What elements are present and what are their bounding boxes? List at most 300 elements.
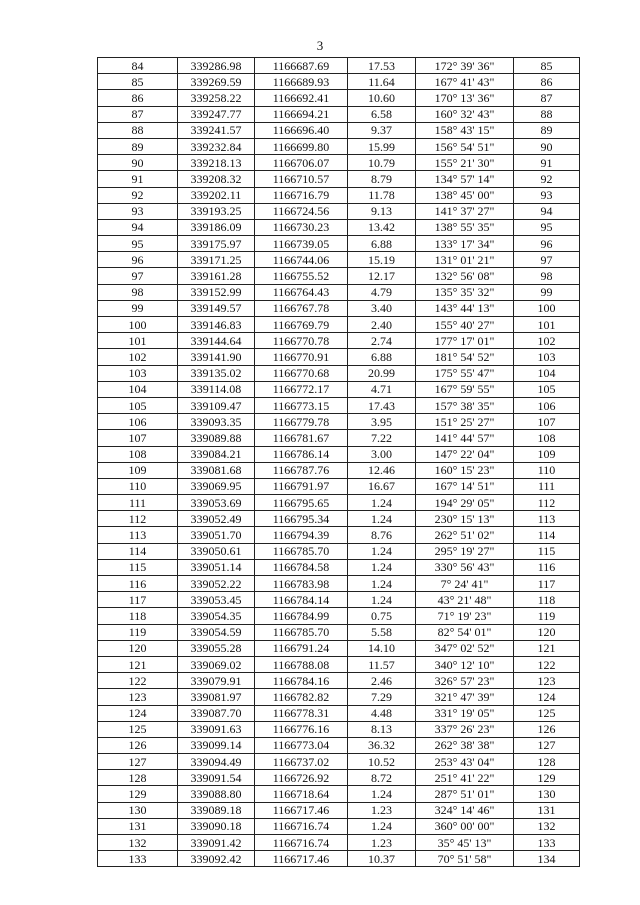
distance-cell: 10.37 [348, 851, 416, 867]
distance-cell: 8.79 [348, 171, 416, 187]
table-row [98, 187, 580, 203]
distance-cell: 11.64 [348, 74, 416, 90]
distance-cell: 1.24 [348, 511, 416, 527]
y-coordinate-cell: 1166737.02 [255, 754, 348, 770]
point-number-cell: 100 [98, 317, 178, 333]
point-number-cell: 105 [98, 397, 178, 413]
distance-cell: 1.24 [348, 786, 416, 802]
distance-cell: 4.48 [348, 705, 416, 721]
x-coordinate-cell: 339099.14 [178, 737, 255, 753]
bearing-cell: 141° 44' 57" [416, 430, 514, 446]
distance-cell: 15.99 [348, 138, 416, 154]
next-point-cell: 120 [514, 624, 580, 640]
table-row [98, 236, 580, 252]
next-point-cell: 114 [514, 527, 580, 543]
table-row [98, 786, 580, 802]
y-coordinate-cell: 1166778.31 [255, 705, 348, 721]
point-number-cell: 121 [98, 656, 178, 672]
table-row [98, 171, 580, 187]
y-coordinate-cell: 1166776.16 [255, 721, 348, 737]
x-coordinate-cell: 339258.22 [178, 90, 255, 106]
next-point-cell: 116 [514, 559, 580, 575]
x-coordinate-cell: 339093.35 [178, 414, 255, 430]
distance-cell: 12.46 [348, 462, 416, 478]
bearing-cell: 156° 54' 51" [416, 138, 514, 154]
x-coordinate-cell: 339091.54 [178, 770, 255, 786]
point-number-cell: 132 [98, 835, 178, 851]
distance-cell: 11.57 [348, 656, 416, 672]
x-coordinate-cell: 339144.64 [178, 333, 255, 349]
table-row [98, 414, 580, 430]
next-point-cell: 93 [514, 187, 580, 203]
bearing-cell: 138° 55' 35" [416, 219, 514, 235]
distance-cell: 4.79 [348, 284, 416, 300]
table-row [98, 527, 580, 543]
next-point-cell: 104 [514, 365, 580, 381]
next-point-cell: 102 [514, 333, 580, 349]
table-row [98, 268, 580, 284]
x-coordinate-cell: 339088.80 [178, 786, 255, 802]
y-coordinate-cell: 1166783.98 [255, 576, 348, 592]
bearing-cell: 141° 37' 27" [416, 203, 514, 219]
table-row [98, 802, 580, 818]
table-row [98, 90, 580, 106]
point-number-cell: 107 [98, 430, 178, 446]
y-coordinate-cell: 1166791.24 [255, 640, 348, 656]
bearing-cell: 326° 57' 23" [416, 673, 514, 689]
coordinates-table-body [98, 58, 580, 867]
distance-cell: 6.88 [348, 236, 416, 252]
bearing-cell: 330° 56' 43" [416, 559, 514, 575]
point-number-cell: 118 [98, 608, 178, 624]
distance-cell: 1.24 [348, 543, 416, 559]
distance-cell: 1.24 [348, 559, 416, 575]
distance-cell: 10.52 [348, 754, 416, 770]
distance-cell: 12.17 [348, 268, 416, 284]
x-coordinate-cell: 339050.61 [178, 543, 255, 559]
distance-cell: 1.24 [348, 592, 416, 608]
distance-cell: 7.22 [348, 430, 416, 446]
distance-cell: 3.95 [348, 414, 416, 430]
y-coordinate-cell: 1166772.17 [255, 381, 348, 397]
y-coordinate-cell: 1166785.70 [255, 543, 348, 559]
distance-cell: 1.23 [348, 802, 416, 818]
y-coordinate-cell: 1166744.06 [255, 252, 348, 268]
distance-cell: 8.13 [348, 721, 416, 737]
table-row [98, 317, 580, 333]
next-point-cell: 85 [514, 58, 580, 74]
x-coordinate-cell: 339051.14 [178, 559, 255, 575]
bearing-cell: 71° 19' 23" [416, 608, 514, 624]
bearing-cell: 158° 43' 15" [416, 122, 514, 138]
table-row [98, 349, 580, 365]
bearing-cell: 138° 45' 00" [416, 187, 514, 203]
table-row [98, 608, 580, 624]
y-coordinate-cell: 1166694.21 [255, 106, 348, 122]
x-coordinate-cell: 339152.99 [178, 284, 255, 300]
point-number-cell: 99 [98, 300, 178, 316]
next-point-cell: 126 [514, 721, 580, 737]
table-row [98, 656, 580, 672]
x-coordinate-cell: 339092.42 [178, 851, 255, 867]
next-point-cell: 97 [514, 252, 580, 268]
table-row [98, 576, 580, 592]
table-row [98, 495, 580, 511]
x-coordinate-cell: 339051.70 [178, 527, 255, 543]
point-number-cell: 130 [98, 802, 178, 818]
x-coordinate-cell: 339079.91 [178, 673, 255, 689]
y-coordinate-cell: 1166716.74 [255, 818, 348, 834]
y-coordinate-cell: 1166779.78 [255, 414, 348, 430]
distance-cell: 2.74 [348, 333, 416, 349]
next-point-cell: 132 [514, 818, 580, 834]
table-row [98, 705, 580, 721]
y-coordinate-cell: 1166787.76 [255, 462, 348, 478]
bearing-cell: 167° 41' 43" [416, 74, 514, 90]
y-coordinate-cell: 1166769.79 [255, 317, 348, 333]
y-coordinate-cell: 1166716.79 [255, 187, 348, 203]
next-point-cell: 127 [514, 737, 580, 753]
distance-cell: 0.75 [348, 608, 416, 624]
table-row [98, 770, 580, 786]
point-number-cell: 111 [98, 495, 178, 511]
distance-cell: 6.88 [348, 349, 416, 365]
point-number-cell: 115 [98, 559, 178, 575]
point-number-cell: 102 [98, 349, 178, 365]
bearing-cell: 251° 41' 22" [416, 770, 514, 786]
bearing-cell: 360° 00' 00" [416, 818, 514, 834]
table-row [98, 138, 580, 154]
point-number-cell: 101 [98, 333, 178, 349]
point-number-cell: 112 [98, 511, 178, 527]
table-row [98, 559, 580, 575]
bearing-cell: 194° 29' 05" [416, 495, 514, 511]
x-coordinate-cell: 339087.70 [178, 705, 255, 721]
y-coordinate-cell: 1166687.69 [255, 58, 348, 74]
bearing-cell: 167° 59' 55" [416, 381, 514, 397]
next-point-cell: 99 [514, 284, 580, 300]
bearing-cell: 340° 12' 10" [416, 656, 514, 672]
x-coordinate-cell: 339090.18 [178, 818, 255, 834]
x-coordinate-cell: 339054.35 [178, 608, 255, 624]
y-coordinate-cell: 1166784.14 [255, 592, 348, 608]
bearing-cell: 82° 54' 01" [416, 624, 514, 640]
x-coordinate-cell: 339141.90 [178, 349, 255, 365]
bearing-cell: 172° 39' 36" [416, 58, 514, 74]
next-point-cell: 95 [514, 219, 580, 235]
x-coordinate-cell: 339171.25 [178, 252, 255, 268]
point-number-cell: 116 [98, 576, 178, 592]
distance-cell: 6.58 [348, 106, 416, 122]
next-point-cell: 101 [514, 317, 580, 333]
next-point-cell: 94 [514, 203, 580, 219]
table-row [98, 754, 580, 770]
distance-cell: 8.76 [348, 527, 416, 543]
x-coordinate-cell: 339247.77 [178, 106, 255, 122]
table-row [98, 365, 580, 381]
x-coordinate-cell: 339089.18 [178, 802, 255, 818]
table-row [98, 446, 580, 462]
bearing-cell: 170° 13' 36" [416, 90, 514, 106]
point-number-cell: 95 [98, 236, 178, 252]
x-coordinate-cell: 339091.42 [178, 835, 255, 851]
distance-cell: 3.40 [348, 300, 416, 316]
y-coordinate-cell: 1166784.16 [255, 673, 348, 689]
x-coordinate-cell: 339084.21 [178, 446, 255, 462]
next-point-cell: 125 [514, 705, 580, 721]
x-coordinate-cell: 339146.83 [178, 317, 255, 333]
coordinates-table [97, 57, 580, 867]
next-point-cell: 92 [514, 171, 580, 187]
distance-cell: 17.53 [348, 58, 416, 74]
point-number-cell: 122 [98, 673, 178, 689]
y-coordinate-cell: 1166782.82 [255, 689, 348, 705]
table-row [98, 835, 580, 851]
table-row [98, 74, 580, 90]
y-coordinate-cell: 1166717.46 [255, 851, 348, 867]
x-coordinate-cell: 339114.08 [178, 381, 255, 397]
bearing-cell: 295° 19' 27" [416, 543, 514, 559]
next-point-cell: 128 [514, 754, 580, 770]
x-coordinate-cell: 339081.97 [178, 689, 255, 705]
point-number-cell: 128 [98, 770, 178, 786]
next-point-cell: 124 [514, 689, 580, 705]
bearing-cell: 143° 44' 13" [416, 300, 514, 316]
point-number-cell: 113 [98, 527, 178, 543]
x-coordinate-cell: 339208.32 [178, 171, 255, 187]
page-number: 3 [316, 38, 324, 53]
y-coordinate-cell: 1166794.39 [255, 527, 348, 543]
x-coordinate-cell: 339069.02 [178, 656, 255, 672]
next-point-cell: 121 [514, 640, 580, 656]
x-coordinate-cell: 339269.59 [178, 74, 255, 90]
point-number-cell: 120 [98, 640, 178, 656]
point-number-cell: 124 [98, 705, 178, 721]
x-coordinate-cell: 339286.98 [178, 58, 255, 74]
table-row [98, 543, 580, 559]
point-number-cell: 114 [98, 543, 178, 559]
point-number-cell: 87 [98, 106, 178, 122]
y-coordinate-cell: 1166788.08 [255, 656, 348, 672]
next-point-cell: 98 [514, 268, 580, 284]
table-row [98, 430, 580, 446]
y-coordinate-cell: 1166726.92 [255, 770, 348, 786]
y-coordinate-cell: 1166696.40 [255, 122, 348, 138]
bearing-cell: 347° 02' 52" [416, 640, 514, 656]
point-number-cell: 89 [98, 138, 178, 154]
point-number-cell: 119 [98, 624, 178, 640]
x-coordinate-cell: 339053.45 [178, 592, 255, 608]
next-point-cell: 109 [514, 446, 580, 462]
y-coordinate-cell: 1166795.34 [255, 511, 348, 527]
y-coordinate-cell: 1166739.05 [255, 236, 348, 252]
next-point-cell: 90 [514, 138, 580, 154]
distance-cell: 17.43 [348, 397, 416, 413]
distance-cell: 8.72 [348, 770, 416, 786]
table-row [98, 397, 580, 413]
next-point-cell: 112 [514, 495, 580, 511]
y-coordinate-cell: 1166755.52 [255, 268, 348, 284]
next-point-cell: 118 [514, 592, 580, 608]
y-coordinate-cell: 1166781.67 [255, 430, 348, 446]
y-coordinate-cell: 1166717.46 [255, 802, 348, 818]
x-coordinate-cell: 339218.13 [178, 155, 255, 171]
x-coordinate-cell: 339055.28 [178, 640, 255, 656]
distance-cell: 9.13 [348, 203, 416, 219]
bearing-cell: 160° 15' 23" [416, 462, 514, 478]
bearing-cell: 132° 56' 08" [416, 268, 514, 284]
next-point-cell: 123 [514, 673, 580, 689]
next-point-cell: 117 [514, 576, 580, 592]
point-number-cell: 85 [98, 74, 178, 90]
bearing-cell: 157° 38' 35" [416, 397, 514, 413]
distance-cell: 9.37 [348, 122, 416, 138]
y-coordinate-cell: 1166716.74 [255, 835, 348, 851]
table-row [98, 58, 580, 74]
distance-cell: 3.00 [348, 446, 416, 462]
table-row [98, 640, 580, 656]
y-coordinate-cell: 1166785.70 [255, 624, 348, 640]
next-point-cell: 133 [514, 835, 580, 851]
point-number-cell: 131 [98, 818, 178, 834]
next-point-cell: 89 [514, 122, 580, 138]
point-number-cell: 98 [98, 284, 178, 300]
next-point-cell: 108 [514, 430, 580, 446]
next-point-cell: 122 [514, 656, 580, 672]
y-coordinate-cell: 1166795.65 [255, 495, 348, 511]
distance-cell: 1.24 [348, 576, 416, 592]
bearing-cell: 134° 57' 14" [416, 171, 514, 187]
distance-cell: 1.24 [348, 495, 416, 511]
point-number-cell: 84 [98, 58, 178, 74]
next-point-cell: 131 [514, 802, 580, 818]
bearing-cell: 133° 17' 34" [416, 236, 514, 252]
x-coordinate-cell: 339161.28 [178, 268, 255, 284]
bearing-cell: 331° 19' 05" [416, 705, 514, 721]
x-coordinate-cell: 339232.84 [178, 138, 255, 154]
next-point-cell: 106 [514, 397, 580, 413]
point-number-cell: 104 [98, 381, 178, 397]
next-point-cell: 110 [514, 462, 580, 478]
next-point-cell: 107 [514, 414, 580, 430]
table-row [98, 203, 580, 219]
table-row [98, 300, 580, 316]
x-coordinate-cell: 339081.68 [178, 462, 255, 478]
bearing-cell: 135° 35' 32" [416, 284, 514, 300]
distance-cell: 5.58 [348, 624, 416, 640]
bearing-cell: 155° 40' 27" [416, 317, 514, 333]
point-number-cell: 91 [98, 171, 178, 187]
y-coordinate-cell: 1166706.07 [255, 155, 348, 171]
y-coordinate-cell: 1166770.68 [255, 365, 348, 381]
table-row [98, 818, 580, 834]
bearing-cell: 262° 51' 02" [416, 527, 514, 543]
table-row [98, 511, 580, 527]
table-row [98, 737, 580, 753]
distance-cell: 14.10 [348, 640, 416, 656]
next-point-cell: 129 [514, 770, 580, 786]
point-number-cell: 97 [98, 268, 178, 284]
bearing-cell: 160° 32' 43" [416, 106, 514, 122]
distance-cell: 20.99 [348, 365, 416, 381]
bearing-cell: 131° 01' 21" [416, 252, 514, 268]
distance-cell: 15.19 [348, 252, 416, 268]
point-number-cell: 123 [98, 689, 178, 705]
table-row [98, 333, 580, 349]
next-point-cell: 103 [514, 349, 580, 365]
next-point-cell: 88 [514, 106, 580, 122]
bearing-cell: 70° 51' 58" [416, 851, 514, 867]
point-number-cell: 103 [98, 365, 178, 381]
point-number-cell: 127 [98, 754, 178, 770]
point-number-cell: 96 [98, 252, 178, 268]
point-number-cell: 133 [98, 851, 178, 867]
table-row [98, 689, 580, 705]
bearing-cell: 177° 17' 01" [416, 333, 514, 349]
y-coordinate-cell: 1166730.23 [255, 219, 348, 235]
bearing-cell: 147° 22' 04" [416, 446, 514, 462]
x-coordinate-cell: 339241.57 [178, 122, 255, 138]
next-point-cell: 130 [514, 786, 580, 802]
next-point-cell: 86 [514, 74, 580, 90]
bearing-cell: 167° 14' 51" [416, 478, 514, 494]
bearing-cell: 324° 14' 46" [416, 802, 514, 818]
distance-cell: 13.42 [348, 219, 416, 235]
bearing-cell: 321° 47' 39" [416, 689, 514, 705]
distance-cell: 36.32 [348, 737, 416, 753]
table-row [98, 851, 580, 867]
bearing-cell: 253° 43' 04" [416, 754, 514, 770]
x-coordinate-cell: 339094.49 [178, 754, 255, 770]
table-row [98, 106, 580, 122]
x-coordinate-cell: 339186.09 [178, 219, 255, 235]
table-row [98, 721, 580, 737]
x-coordinate-cell: 339135.02 [178, 365, 255, 381]
point-number-cell: 117 [98, 592, 178, 608]
bearing-cell: 337° 26' 23" [416, 721, 514, 737]
table-row [98, 155, 580, 171]
y-coordinate-cell: 1166770.91 [255, 349, 348, 365]
y-coordinate-cell: 1166710.57 [255, 171, 348, 187]
y-coordinate-cell: 1166767.78 [255, 300, 348, 316]
y-coordinate-cell: 1166699.80 [255, 138, 348, 154]
point-number-cell: 129 [98, 786, 178, 802]
next-point-cell: 115 [514, 543, 580, 559]
point-number-cell: 108 [98, 446, 178, 462]
distance-cell: 1.23 [348, 835, 416, 851]
x-coordinate-cell: 339069.95 [178, 478, 255, 494]
point-number-cell: 88 [98, 122, 178, 138]
next-point-cell: 87 [514, 90, 580, 106]
y-coordinate-cell: 1166773.15 [255, 397, 348, 413]
point-number-cell: 126 [98, 737, 178, 753]
distance-cell: 10.60 [348, 90, 416, 106]
x-coordinate-cell: 339149.57 [178, 300, 255, 316]
y-coordinate-cell: 1166718.64 [255, 786, 348, 802]
point-number-cell: 109 [98, 462, 178, 478]
distance-cell: 10.79 [348, 155, 416, 171]
distance-cell: 1.24 [348, 818, 416, 834]
x-coordinate-cell: 339202.11 [178, 187, 255, 203]
point-number-cell: 92 [98, 187, 178, 203]
table-row [98, 381, 580, 397]
table-row [98, 122, 580, 138]
distance-cell: 4.71 [348, 381, 416, 397]
y-coordinate-cell: 1166724.56 [255, 203, 348, 219]
next-point-cell: 119 [514, 608, 580, 624]
next-point-cell: 111 [514, 478, 580, 494]
next-point-cell: 105 [514, 381, 580, 397]
